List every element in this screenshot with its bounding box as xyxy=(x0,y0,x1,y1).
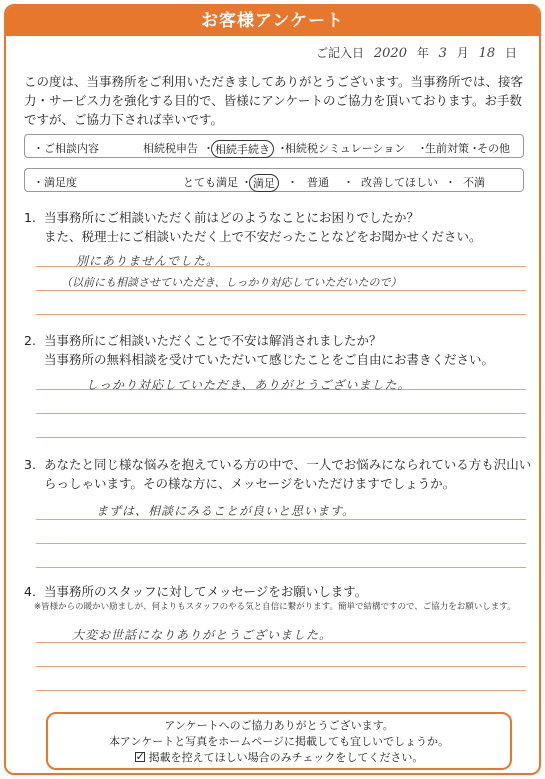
date-day: 18 xyxy=(478,46,496,61)
satisfaction-option-5[interactable]: 不満 xyxy=(463,176,485,189)
question-1 xyxy=(24,208,534,246)
answer-4-line-1: 大変お世話になりありがとうございました。 xyxy=(72,628,333,642)
question-3 xyxy=(24,455,534,493)
footer-line-3: 掲載を控えてほしい場合のみチェックをしてください。 xyxy=(148,751,424,764)
consult-option-1[interactable]: 相続税申告 xyxy=(143,142,198,155)
question-3-number: 3. xyxy=(24,457,36,472)
answer-2-line-1: しっかり対応していただき、ありがとうございました。 xyxy=(86,378,411,392)
answer-1-line-1: 別にありませんでした。 xyxy=(76,254,220,268)
satisfaction-label: ・満足度 xyxy=(33,176,77,189)
answer-1-line-2: （以前にも相談させていただき、しっかり対応していただいたので） xyxy=(61,276,402,289)
publish-checkbox[interactable] xyxy=(135,752,145,762)
question-4-number: 4. xyxy=(24,584,36,599)
survey-sheet xyxy=(4,4,541,775)
question-1-text: 当事務所にご相談いただく前はどのようなことにお困りでしたか？ また、税理士にご相談いただく上で不安だったことなどをお聞かせください。 xyxy=(44,210,482,244)
consult-option-4[interactable]: 生前対策 xyxy=(425,142,469,155)
footer-line-2: 本アンケートと写真をホームページに掲載しても宜しいでしょうか。 xyxy=(108,735,450,748)
date-month: 3 xyxy=(438,46,447,61)
satisfaction-options: ・満足度 とても満足 ・ 満足 ・ 普通 ・ 改善してほしい ・ 不満 xyxy=(24,168,524,192)
intro-text: この度は、当事務所をご利用いただきましてありがとうございます。当事務所では、接客力・サービス力を強化する目的で、皆様にアンケートのご協力を頂いております。お手数ですが、ご協力下されば幸いです。 xyxy=(24,74,524,127)
date-row xyxy=(314,44,519,61)
survey-title: お客様アンケート xyxy=(6,6,539,36)
consult-options: ・ご相談内容 相続税申告 ・ 相続手続き ・ 相続税シミュレーション ・ 生前対策 ・ その他 xyxy=(24,134,524,158)
consult-option-3[interactable]: 相続税シミュレーション xyxy=(285,142,406,155)
question-1-number: 1. xyxy=(24,210,36,225)
footer-line-1: アンケートへのご協力ありがとうございます。 xyxy=(164,719,394,732)
satisfaction-option-3[interactable]: 普通 xyxy=(307,176,329,189)
question-2-number: 2. xyxy=(24,333,36,348)
question-2 xyxy=(24,331,534,369)
date-day-unit: 日 xyxy=(504,46,517,60)
answer-3-line-1: まずは、相談にみることが良いと思います。 xyxy=(96,504,356,518)
question-3-text: あなたと同じ様な悩みを抱えている方の中で、一人でお悩みになられている方も沢山いらっしゃいます。その様な方に、メッセージをいただけますでしょうか。 xyxy=(44,457,532,491)
date-label: ご記入日 xyxy=(316,46,365,60)
satisfaction-option-4[interactable]: 改善してほしい xyxy=(361,176,438,189)
consult-option-5[interactable]: その他 xyxy=(477,142,510,155)
date-month-unit: 月 xyxy=(456,46,469,60)
footer-line-3-row xyxy=(48,750,510,766)
consult-option-2[interactable]: 相続手続き xyxy=(211,140,274,158)
satisfaction-option-1[interactable]: とても満足 xyxy=(183,176,238,189)
date-year: 2020 xyxy=(373,46,407,61)
satisfaction-option-2[interactable]: 満足 xyxy=(249,174,279,192)
consult-label: ・ご相談内容 xyxy=(33,142,99,155)
footer-box xyxy=(46,712,512,770)
date-year-unit: 年 xyxy=(416,46,429,60)
question-2-text: 当事務所にご相談いただくことで不安は解消されましたか？ 当事務所の無料相談を受けていただいて感じたことをご自由にお書きください。 xyxy=(44,333,495,367)
question-4 xyxy=(24,582,534,614)
question-4-text: 当事務所のスタッフに対してメッセージをお願いします。 xyxy=(44,584,368,599)
question-4-note: ※皆様からの暖かい励ましが、何よりもスタッフのやる気と自信に繋がります。簡単で結構ですので、ご協力をお願いします。 xyxy=(34,602,516,612)
